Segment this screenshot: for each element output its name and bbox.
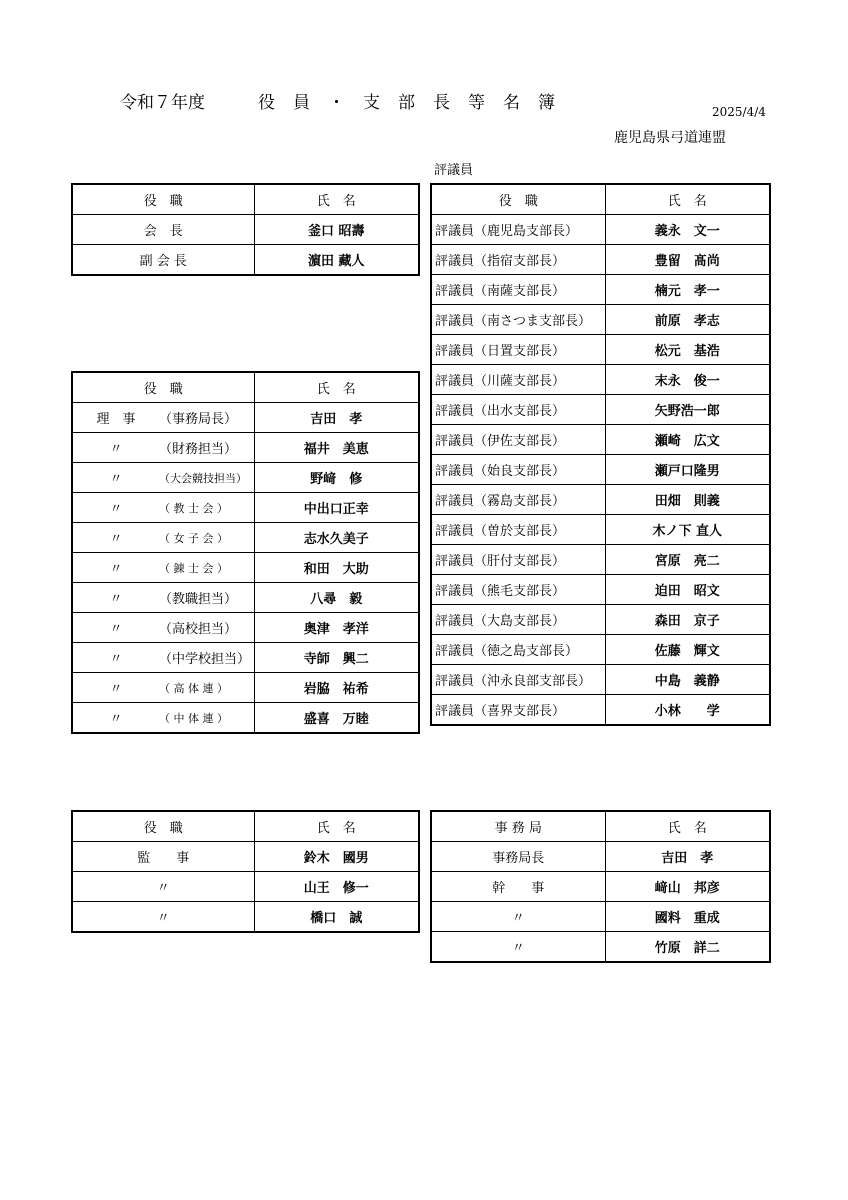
role-cell: 評議員（徳之島支部長） (431, 635, 605, 665)
role-wrap (73, 708, 254, 727)
role-cell: 評議員（沖永良部支部長） (431, 665, 605, 695)
header-name: 氏 名 (254, 811, 419, 842)
name-cell: 寺師 興二 (254, 643, 419, 673)
name-cell: 福井 美恵 (254, 433, 419, 463)
role-mark: 理 事 (96, 412, 136, 427)
role-mark: 〃 (109, 562, 123, 577)
table-row (431, 215, 770, 245)
role-cell (72, 613, 254, 643)
role-wrap (73, 408, 254, 427)
table-header-row (431, 184, 770, 215)
role-department: （ 高 体 連 ） (159, 681, 228, 695)
name-cell: 國料 重成 (605, 902, 770, 932)
role-cell: 評議員（喜界支部長） (431, 695, 605, 726)
table-row (431, 842, 770, 872)
table-header-row (431, 811, 770, 842)
role-cell (72, 433, 254, 463)
role-cell: 評議員（大島支部長） (431, 605, 605, 635)
role-wrap (73, 438, 254, 457)
table-row (72, 523, 419, 553)
table-row (72, 403, 419, 433)
name-cell: 盛喜 万睦 (254, 703, 419, 734)
table-header-row (72, 811, 419, 842)
role-cell: 評議員（肝付支部長） (431, 545, 605, 575)
role-department: （中学校担当） (159, 652, 251, 667)
role-wrap (73, 528, 254, 547)
name-cell: 釜口 昭壽 (254, 215, 419, 245)
auditors-body (72, 842, 419, 933)
name-cell: 中出口正幸 (254, 493, 419, 523)
header-role: 役 職 (431, 184, 605, 215)
table-row (72, 842, 419, 872)
role-cell (72, 673, 254, 703)
header-role: 事 務 局 (431, 811, 605, 842)
role-cell: 評議員（伊佐支部長） (431, 425, 605, 455)
role-cell: 〃 (431, 932, 605, 963)
name-cell: 岩脇 祐希 (254, 673, 419, 703)
council-body (431, 215, 770, 726)
name-cell: 和田 大助 (254, 553, 419, 583)
role-cell: 評議員（始良支部長） (431, 455, 605, 485)
name-cell: 鈴木 國男 (254, 842, 419, 872)
name-cell: 楠元 孝一 (605, 275, 770, 305)
header-name: 氏 名 (254, 372, 419, 403)
name-cell: 瀬戸口隆男 (605, 455, 770, 485)
name-cell: 志水久美子 (254, 523, 419, 553)
role-mark: 〃 (109, 682, 123, 697)
role-cell (72, 523, 254, 553)
table-row (72, 583, 419, 613)
table-row (72, 463, 419, 493)
role-cell (72, 553, 254, 583)
role-cell: 評議員（霧島支部長） (431, 485, 605, 515)
table-row (72, 433, 419, 463)
table-row (431, 335, 770, 365)
role-wrap (73, 468, 254, 487)
role-cell: 〃 (72, 902, 254, 933)
role-cell: 幹 事 (431, 872, 605, 902)
role-cell: 評議員（曽於支部長） (431, 515, 605, 545)
role-wrap (73, 618, 254, 637)
name-cell: 迫田 昭文 (605, 575, 770, 605)
table-row (72, 613, 419, 643)
header-role: 役 職 (72, 184, 254, 215)
table-row (431, 932, 770, 963)
name-cell: 吉田 孝 (605, 842, 770, 872)
directors-table (71, 371, 420, 734)
role-mark: 〃 (109, 442, 123, 457)
role-wrap (73, 498, 254, 517)
name-cell: 橋口 誠 (254, 902, 419, 933)
table-row (431, 695, 770, 726)
table-header-row (72, 184, 419, 215)
role-wrap (73, 588, 254, 607)
table-row (431, 515, 770, 545)
table-row (431, 545, 770, 575)
role-cell (72, 403, 254, 433)
role-cell: 監 事 (72, 842, 254, 872)
table-row (72, 902, 419, 933)
role-cell: 会 長 (72, 215, 254, 245)
table-row (431, 605, 770, 635)
role-cell: 〃 (431, 902, 605, 932)
role-cell: 評議員（鹿児島支部長） (431, 215, 605, 245)
name-cell: 矢野浩一郎 (605, 395, 770, 425)
name-cell: 末永 俊一 (605, 365, 770, 395)
directors-body (72, 403, 419, 734)
name-cell: 奥津 孝洋 (254, 613, 419, 643)
role-cell: 評議員（指宿支部長） (431, 245, 605, 275)
table-row (431, 665, 770, 695)
role-cell: 評議員（熊毛支部長） (431, 575, 605, 605)
role-cell (72, 703, 254, 734)
officers-table (71, 183, 420, 276)
role-cell (72, 583, 254, 613)
role-wrap (73, 678, 254, 697)
table-header-row (72, 372, 419, 403)
table-row (431, 395, 770, 425)
table-row (431, 275, 770, 305)
role-cell: 評議員（日置支部長） (431, 335, 605, 365)
role-mark: 〃 (109, 472, 123, 487)
role-cell: 副 会 長 (72, 245, 254, 276)
role-cell (72, 463, 254, 493)
table-row (431, 245, 770, 275)
name-cell: 小林 学 (605, 695, 770, 726)
name-cell: 松元 基浩 (605, 335, 770, 365)
name-cell: 瀬崎 広文 (605, 425, 770, 455)
role-mark: 〃 (109, 592, 123, 607)
table-row (431, 872, 770, 902)
table-row (431, 575, 770, 605)
organization-name: 鹿児島県弓道連盟 (614, 130, 726, 146)
table-row (72, 673, 419, 703)
fiscal-year-label: 令和７年度 (120, 93, 205, 113)
document-title: 役員・支部長等名簿 (258, 93, 573, 113)
council-table (430, 183, 771, 726)
table-row (431, 485, 770, 515)
table-row (72, 493, 419, 523)
name-cell: 山王 修一 (254, 872, 419, 902)
role-mark: 〃 (109, 532, 123, 547)
name-cell: 濵田 藏人 (254, 245, 419, 276)
role-cell (72, 493, 254, 523)
table-row (431, 455, 770, 485)
role-department: （ 教 士 会 ） (159, 501, 228, 515)
name-cell: 野﨑 修 (254, 463, 419, 493)
name-cell: 木ノ下 直人 (605, 515, 770, 545)
name-cell: 竹原 詳二 (605, 932, 770, 963)
table-row (72, 703, 419, 734)
name-cell: 豊留 髙尚 (605, 245, 770, 275)
role-cell (72, 643, 254, 673)
role-department: （ 女 子 会 ） (159, 531, 228, 545)
header-role: 役 職 (72, 372, 254, 403)
name-cell: 宮原 亮二 (605, 545, 770, 575)
role-department: （事務局長） (159, 412, 238, 427)
header-name: 氏 名 (605, 184, 770, 215)
role-department: （教職担当） (159, 592, 238, 607)
name-cell: 義永 文一 (605, 215, 770, 245)
table-row (72, 245, 419, 276)
council-caption: 評議員 (434, 163, 474, 178)
role-mark: 〃 (109, 502, 123, 517)
name-cell: 中島 義静 (605, 665, 770, 695)
name-cell: 八尋 毅 (254, 583, 419, 613)
table-row (72, 872, 419, 902)
role-cell: 評議員（川薩支部長） (431, 365, 605, 395)
role-mark: 〃 (109, 712, 123, 727)
table-row (72, 643, 419, 673)
role-cell: 〃 (72, 872, 254, 902)
role-cell: 評議員（南さつま支部長） (431, 305, 605, 335)
header-role: 役 職 (72, 811, 254, 842)
secretariat-table (430, 810, 771, 963)
role-mark: 〃 (109, 652, 123, 667)
auditors-table (71, 810, 420, 933)
role-department: （大会競技担当） (159, 471, 247, 485)
secretariat-body (431, 842, 770, 963)
role-cell: 評議員（南薩支部長） (431, 275, 605, 305)
name-cell: 﨑山 邦彦 (605, 872, 770, 902)
table-row (431, 365, 770, 395)
name-cell: 前原 孝志 (605, 305, 770, 335)
table-row (72, 215, 419, 245)
table-row (431, 425, 770, 455)
header-name: 氏 名 (605, 811, 770, 842)
name-cell: 田畑 則義 (605, 485, 770, 515)
header-name: 氏 名 (254, 184, 419, 215)
name-cell: 佐藤 輝文 (605, 635, 770, 665)
role-wrap (73, 648, 254, 667)
role-wrap (73, 558, 254, 577)
table-row (431, 902, 770, 932)
table-row (72, 553, 419, 583)
role-mark: 〃 (109, 622, 123, 637)
document-date: 2025/4/4 (712, 105, 766, 119)
role-cell: 事務局長 (431, 842, 605, 872)
role-department: （財務担当） (159, 442, 238, 457)
role-cell: 評議員（出水支部長） (431, 395, 605, 425)
role-department: （ 中 体 連 ） (159, 711, 228, 725)
name-cell: 森田 京子 (605, 605, 770, 635)
table-row (431, 635, 770, 665)
name-cell: 吉田 孝 (254, 403, 419, 433)
role-department: （高校担当） (159, 622, 238, 637)
role-department: （ 錬 士 会 ） (159, 561, 228, 575)
table-row (431, 305, 770, 335)
